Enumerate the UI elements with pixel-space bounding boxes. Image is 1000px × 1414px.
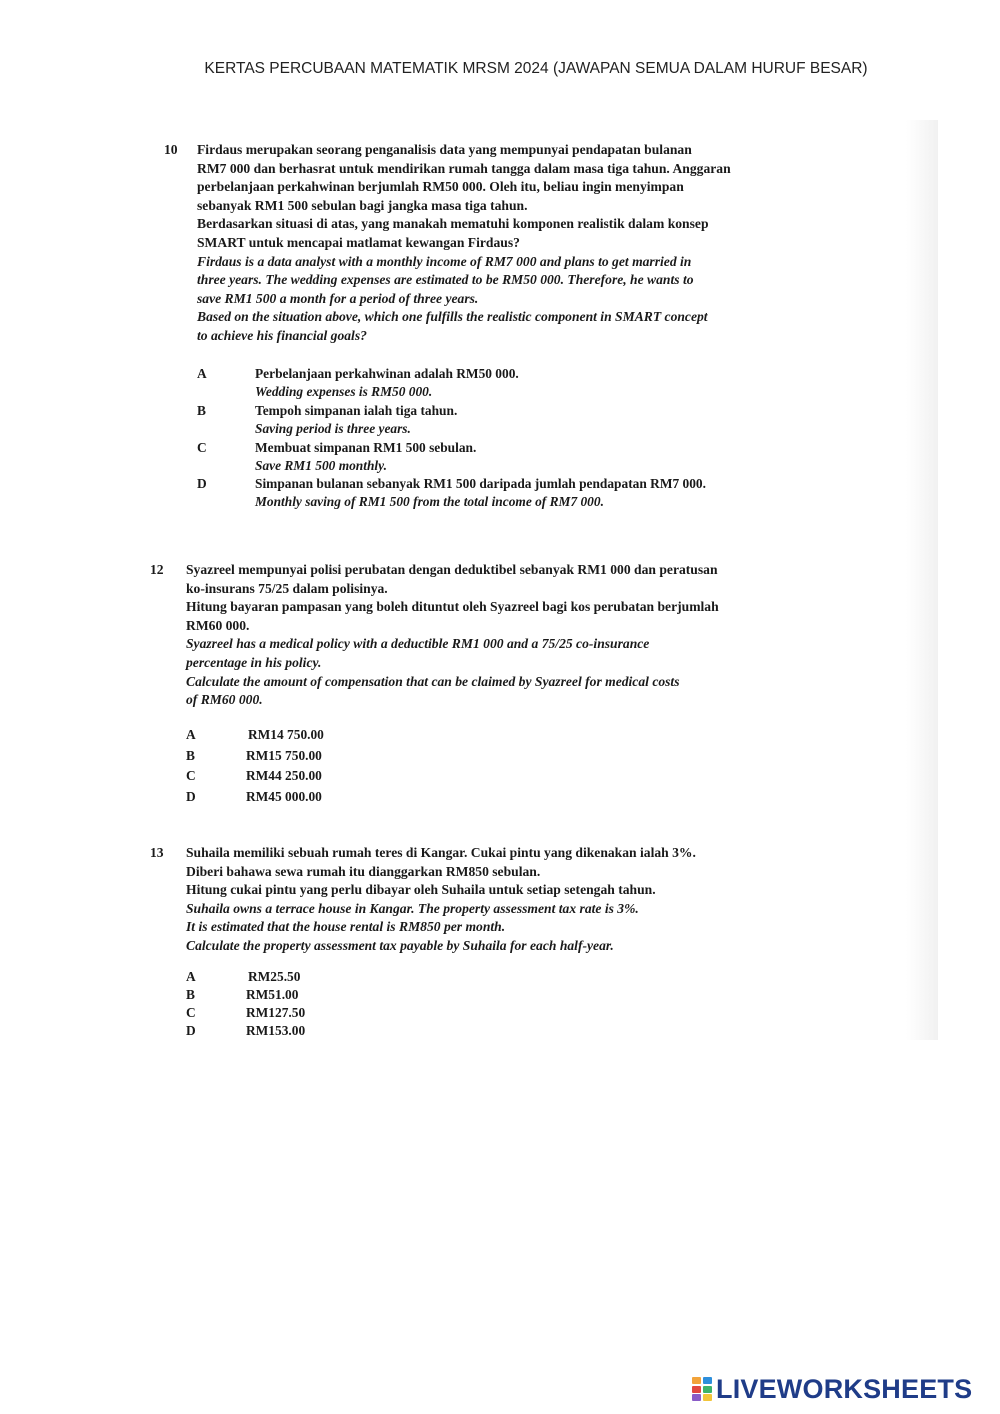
logo-text: LIVEWORKSHEETS bbox=[716, 1373, 973, 1404]
option-letter: D bbox=[186, 789, 196, 804]
question-translation-line: three years. The wedding expenses are estimated to be RM50 000. Therefore, he wants to bbox=[197, 272, 694, 288]
logo-tile bbox=[692, 1377, 701, 1384]
page-header bbox=[0, 60, 1000, 78]
question-text-line: Hitung cukai pintu yang perlu dibayar oleh Suhaila untuk setiap setengah tahun. bbox=[186, 882, 656, 898]
logo-tile bbox=[703, 1386, 712, 1393]
option-letter: A bbox=[186, 727, 196, 742]
question-translation-line: of RM60 000. bbox=[186, 692, 263, 708]
option-value: RM25.50 bbox=[248, 969, 301, 984]
question-text-line: sebanyak RM1 500 sebulan bagi jangka masa tiga tahun. bbox=[197, 197, 528, 213]
option-translation: Wedding expenses is RM50 000. bbox=[255, 384, 433, 399]
question-text-line: Berdasarkan situasi di atas, yang manakah mematuhi komponen realistik dalam konsep bbox=[197, 216, 709, 232]
option-translation: Monthly saving of RM1 500 from the total income of RM7 000. bbox=[255, 494, 604, 509]
question-number: 12 bbox=[150, 562, 164, 577]
header-title: KERTAS PERCUBAAN MATEMATIK MRSM 2024 (JAWAPAN SEMUA DALAM HURUF BESAR) bbox=[204, 60, 868, 77]
logo-mark-icon bbox=[692, 1377, 712, 1401]
logo-tile bbox=[692, 1386, 701, 1393]
option-value: RM153.00 bbox=[246, 1023, 306, 1038]
question-number: 10 bbox=[164, 142, 178, 157]
question-text-line: Suhaila memiliki sebuah rumah teres di Kangar. Cukai pintu yang dikenakan ialah 3%. bbox=[186, 845, 696, 860]
question-text-line: Hitung bayaran pampasan yang boleh dituntut oleh Syazreel bagi kos perubatan berjumlah bbox=[186, 599, 719, 615]
question-translation-line: Suhaila owns a terrace house in Kangar. The property assessment tax rate is 3%. bbox=[186, 900, 639, 916]
question-text-line: Diberi bahawa sewa rumah itu dianggarkan RM850 sebulan. bbox=[186, 863, 541, 879]
option-value: RM51.00 bbox=[246, 987, 299, 1002]
option-text: Perbelanjaan perkahwinan adalah RM50 000. bbox=[255, 366, 519, 381]
option-text: Membuat simpanan RM1 500 sebulan. bbox=[255, 440, 477, 455]
logo-tile bbox=[703, 1377, 712, 1384]
question-text-line: Syazreel mempunyai polisi perubatan dengan deduktibel sebanyak RM1 000 dan peratusan bbox=[186, 562, 718, 577]
option-translation: Saving period is three years. bbox=[255, 421, 411, 436]
question-translation-line: Syazreel has a medical policy with a deductible RM1 000 and a 75/25 co-insurance bbox=[186, 636, 650, 652]
question-text-line: SMART untuk mencapai matlamat kewangan Firdaus? bbox=[197, 234, 520, 250]
option-letter: B bbox=[186, 987, 195, 1002]
option-text: Simpanan bulanan sebanyak RM1 500 daripada jumlah pendapatan RM7 000. bbox=[255, 476, 706, 491]
question-number: 13 bbox=[150, 845, 164, 860]
option-letter: B bbox=[186, 748, 195, 763]
option-letter: B bbox=[197, 403, 206, 418]
question-text-line: ko-insurans 75/25 dalam polisinya. bbox=[186, 580, 388, 596]
question-translation-line: Based on the situation above, which one fulfills the realistic component in SMART concept bbox=[197, 309, 708, 325]
option-letter: C bbox=[197, 440, 207, 455]
option-letter: D bbox=[186, 1023, 196, 1038]
option-value: RM15 750.00 bbox=[246, 748, 322, 763]
question-text-line: perbelanjaan perkahwinan berjumlah RM50 000. Oleh itu, beliau ingin menyimpan bbox=[197, 179, 684, 195]
question-translation-line: Calculate the property assessment tax payable by Suhaila for each half-year. bbox=[186, 937, 614, 953]
option-letter: A bbox=[186, 969, 196, 984]
question-translation-line: It is estimated that the house rental is RM850 per month. bbox=[186, 919, 506, 935]
logo-tile bbox=[703, 1394, 712, 1401]
option-letter: C bbox=[186, 768, 196, 783]
option-letter: A bbox=[197, 366, 207, 381]
question-translation-line: Firdaus is a data analyst with a monthly income of RM7 000 and plans to get married in bbox=[197, 253, 692, 269]
option-value: RM45 000.00 bbox=[246, 789, 322, 804]
option-translation: Save RM1 500 monthly. bbox=[255, 458, 387, 473]
question-translation-line: save RM1 500 a month for a period of three years. bbox=[197, 290, 479, 306]
option-value: RM14 750.00 bbox=[248, 727, 324, 742]
question-translation-line: percentage in his policy. bbox=[186, 654, 322, 670]
question-text-line: RM7 000 dan berhasrat untuk mendirikan rumah tangga dalam masa tiga tahun. Anggaran bbox=[197, 160, 731, 176]
option-letter: C bbox=[186, 1005, 196, 1020]
option-value: RM44 250.00 bbox=[246, 768, 322, 783]
question-text-line: RM60 000. bbox=[186, 617, 250, 633]
option-value: RM127.50 bbox=[246, 1005, 306, 1020]
liveworksheets-logo[interactable] bbox=[692, 1374, 972, 1404]
option-letter: D bbox=[197, 476, 207, 491]
question-translation-line: to achieve his financial goals? bbox=[197, 327, 367, 343]
question-text-line: Firdaus merupakan seorang penganalisis data yang mempunyai pendapatan bulanan bbox=[197, 142, 692, 157]
question-translation-line: Calculate the amount of compensation that can be claimed by Syazreel for medical costs bbox=[186, 673, 680, 689]
option-text: Tempoh simpanan ialah tiga tahun. bbox=[255, 403, 458, 418]
logo-tile bbox=[692, 1394, 701, 1401]
